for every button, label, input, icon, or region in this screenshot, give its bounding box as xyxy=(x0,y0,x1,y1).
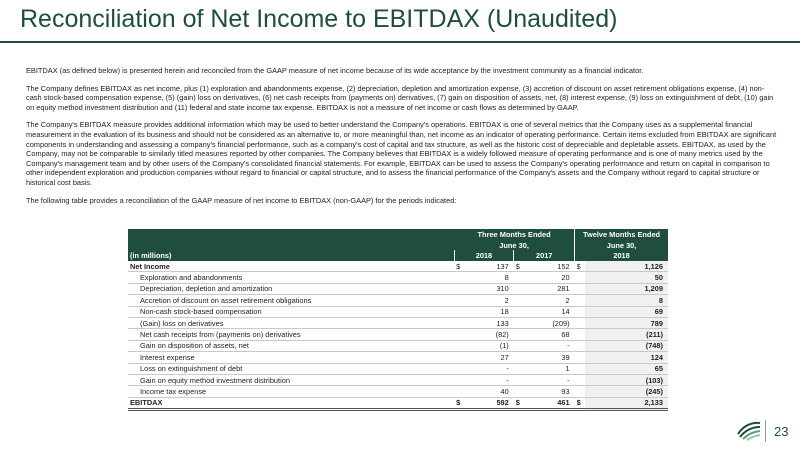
row-label: Accretion of discount on asset retirement obligations xyxy=(128,295,454,306)
currency-symbol xyxy=(575,306,585,317)
paragraph-purpose: The Company's EBITDAX measure provides additional information which may be used to better understand the Company's operations. EBITDAX is one of several metrics that the Company uses as a supplemental financial measurement in the evaluation of its business and should not be considered as an alternative to, or more meaningful than, net income as an indicator of operating performance. Certain items excluded from EBITDAX are significant components in understanding and assessing a company's financial performance, such as a company's cost of capital and tax structure, as well as the historic cost of depreciable and depletable assets. EBITDAX, as used by the Company, may not be comparable to similarly titled measures reported by other companies. The Company believes that EBITDAX is a widely followed measure of operating performance and is one of many metrics used by the Company's management team and by other users of the Company's consolidated financial statements. For example, EBITDAX can be used to assess the Company's operating performance and return on capital in comparison to other independent exploration and production companies without regard to financial or capital structure, and to assess the financial performance of the Company's assets and the Company without regard to capital structure or historical cost basis. xyxy=(26,120,777,187)
value-q2-2018: (82) xyxy=(464,329,514,340)
row-label: Interest expense xyxy=(128,352,454,363)
table-row xyxy=(128,363,668,374)
currency-symbol: $ xyxy=(454,397,464,409)
table-row xyxy=(128,261,668,272)
header-three-months: Three Months Ended xyxy=(454,229,575,240)
currency-symbol xyxy=(575,340,585,351)
table-total-row xyxy=(128,397,668,409)
value-q2-2018: - xyxy=(464,374,514,385)
row-label: Net cash receipts from (payments on) derivatives xyxy=(128,329,454,340)
value-q2-2018: 18 xyxy=(464,306,514,317)
page-number: 23 xyxy=(774,424,789,439)
row-label: (Gain) loss on derivatives xyxy=(128,317,454,328)
row-label: Gain on equity method investment distribution xyxy=(128,374,454,385)
table-header-row xyxy=(128,240,668,250)
value-q2-2017: (209) xyxy=(524,317,575,328)
currency-symbol xyxy=(514,317,524,328)
table-row xyxy=(128,306,668,317)
row-label: Income tax expense xyxy=(128,386,454,397)
currency-symbol xyxy=(514,329,524,340)
currency-symbol xyxy=(575,317,585,328)
value-ltm-2018: 69 xyxy=(585,306,668,317)
table-header-row xyxy=(128,229,668,240)
value-ltm-2018: (748) xyxy=(585,340,668,351)
value-q2-2017: - xyxy=(524,374,575,385)
currency-symbol xyxy=(454,352,464,363)
header-twelve-months: Twelve Months Ended xyxy=(575,229,668,240)
page-title: Reconciliation of Net Income to EBITDAX (Unaudited) xyxy=(20,5,618,33)
value-q2-2017: 2 xyxy=(524,295,575,306)
header-unit-label: (in millions) xyxy=(128,250,454,261)
currency-symbol: $ xyxy=(514,261,524,272)
value-q2-2018: (1) xyxy=(464,340,514,351)
value-ltm-2018: (245) xyxy=(585,386,668,397)
table-row xyxy=(128,374,668,385)
currency-symbol xyxy=(575,363,585,374)
value-q2-2017: - xyxy=(524,340,575,351)
currency-symbol xyxy=(454,295,464,306)
currency-symbol xyxy=(454,283,464,294)
row-label: Depreciation, depletion and amortization xyxy=(128,283,454,294)
value-q2-2017: 39 xyxy=(524,352,575,363)
currency-symbol: $ xyxy=(575,397,585,409)
value-q2-2018: 2 xyxy=(464,295,514,306)
currency-symbol xyxy=(514,306,524,317)
currency-symbol xyxy=(575,283,585,294)
table-row xyxy=(128,329,668,340)
value-ltm-2018: 65 xyxy=(585,363,668,374)
currency-symbol xyxy=(514,352,524,363)
currency-symbol: $ xyxy=(514,397,524,409)
row-label: Gain on disposition of assets, net xyxy=(128,340,454,351)
value-q2-2018: 137 xyxy=(464,261,514,272)
table-row xyxy=(128,317,668,328)
currency-symbol: $ xyxy=(575,261,585,272)
value-q2-2018: 40 xyxy=(464,386,514,397)
currency-symbol xyxy=(514,363,524,374)
value-q2-2017: 93 xyxy=(524,386,575,397)
currency-symbol xyxy=(454,363,464,374)
value-q2-2017: 68 xyxy=(524,329,575,340)
currency-symbol xyxy=(575,329,585,340)
table-row xyxy=(128,295,668,306)
table-row xyxy=(128,340,668,351)
row-label: Loss on extinguishment of debt xyxy=(128,363,454,374)
currency-symbol xyxy=(454,386,464,397)
header-col-2018: 2018 xyxy=(454,250,514,261)
value-ltm-2018: 1,209 xyxy=(585,283,668,294)
value-q2-2017: 20 xyxy=(524,272,575,283)
value-q2-2018: - xyxy=(464,363,514,374)
value-q2-2017: 1 xyxy=(524,363,575,374)
value-ltm-2018: 1,126 xyxy=(585,261,668,272)
currency-symbol xyxy=(514,283,524,294)
header-blank xyxy=(128,229,454,240)
currency-symbol xyxy=(514,386,524,397)
company-logo-icon xyxy=(736,419,762,441)
currency-symbol: $ xyxy=(454,261,464,272)
row-label: Net Income xyxy=(128,261,454,272)
value-q2-2017: 152 xyxy=(524,261,575,272)
table-header-row xyxy=(128,250,668,261)
row-label: EBITDAX xyxy=(128,397,454,409)
currency-symbol xyxy=(454,374,464,385)
header-col-ltm-2018: 2018 xyxy=(575,250,668,261)
currency-symbol xyxy=(514,272,524,283)
value-ltm-2018: 789 xyxy=(585,317,668,328)
value-ltm-2018: (211) xyxy=(585,329,668,340)
currency-symbol xyxy=(454,306,464,317)
currency-symbol xyxy=(575,295,585,306)
value-q2-2018: 592 xyxy=(464,397,514,409)
currency-symbol xyxy=(454,272,464,283)
value-q2-2018: 310 xyxy=(464,283,514,294)
row-label: Non-cash stock-based compensation xyxy=(128,306,454,317)
title-divider xyxy=(0,41,800,43)
currency-symbol xyxy=(454,340,464,351)
value-q2-2018: 27 xyxy=(464,352,514,363)
value-q2-2017: 14 xyxy=(524,306,575,317)
value-q2-2018: 8 xyxy=(464,272,514,283)
body-text xyxy=(26,66,778,213)
currency-symbol xyxy=(514,340,524,351)
paragraph-table-intro: The following table provides a reconciliation of the GAAP measure of net income to EBITDAX (non-GAAP) for the periods indicated: xyxy=(26,195,457,205)
value-q2-2017: 461 xyxy=(524,397,575,409)
currency-symbol xyxy=(575,352,585,363)
header-three-months-date: June 30, xyxy=(454,240,575,250)
header-twelve-months-date: June 30, xyxy=(575,240,668,250)
value-ltm-2018: 124 xyxy=(585,352,668,363)
table-body xyxy=(128,261,668,410)
currency-symbol xyxy=(454,317,464,328)
table-row xyxy=(128,283,668,294)
value-q2-2017: 281 xyxy=(524,283,575,294)
value-ltm-2018: (103) xyxy=(585,374,668,385)
value-ltm-2018: 8 xyxy=(585,295,668,306)
paragraph-intro: EBITDAX (as defined below) is presented herein and reconciled from the GAAP measure of net income because of its wide acceptance by the investment community as a financial indicator. xyxy=(26,66,644,75)
table-row xyxy=(128,272,668,283)
table-row xyxy=(128,352,668,363)
header-col-2017: 2017 xyxy=(514,250,575,261)
reconciliation-table xyxy=(128,229,668,411)
currency-symbol xyxy=(514,295,524,306)
currency-symbol xyxy=(575,386,585,397)
paragraph-definition: The Company defines EBITDAX as net income, plus (1) exploration and abandonments expense, (2) depreciation, depletion and amortization expense, (3) accretion of discount on asset retirement obligations expense, (4) non-cash stock-based compensation expense, (5) (gain) loss on derivatives, (6) net cash receipts from (payments on) derivatives, (7) gain on disposition of assets, net, (8) interest expense, (9) loss on extinguishment of debt, (10) gain on equity method investment distribution and (11) federal and state income tax expense. EBITDAX is not a measure of net income or cash flows as determined by GAAP. xyxy=(26,83,774,112)
currency-symbol xyxy=(575,374,585,385)
currency-symbol xyxy=(454,329,464,340)
row-label: Exploration and abandonments xyxy=(128,272,454,283)
value-ltm-2018: 2,133 xyxy=(585,397,668,409)
header-blank xyxy=(128,240,454,250)
value-ltm-2018: 50 xyxy=(585,272,668,283)
currency-symbol xyxy=(575,272,585,283)
value-q2-2018: 133 xyxy=(464,317,514,328)
table-row xyxy=(128,386,668,397)
currency-symbol xyxy=(514,374,524,385)
footer-divider xyxy=(765,420,766,442)
